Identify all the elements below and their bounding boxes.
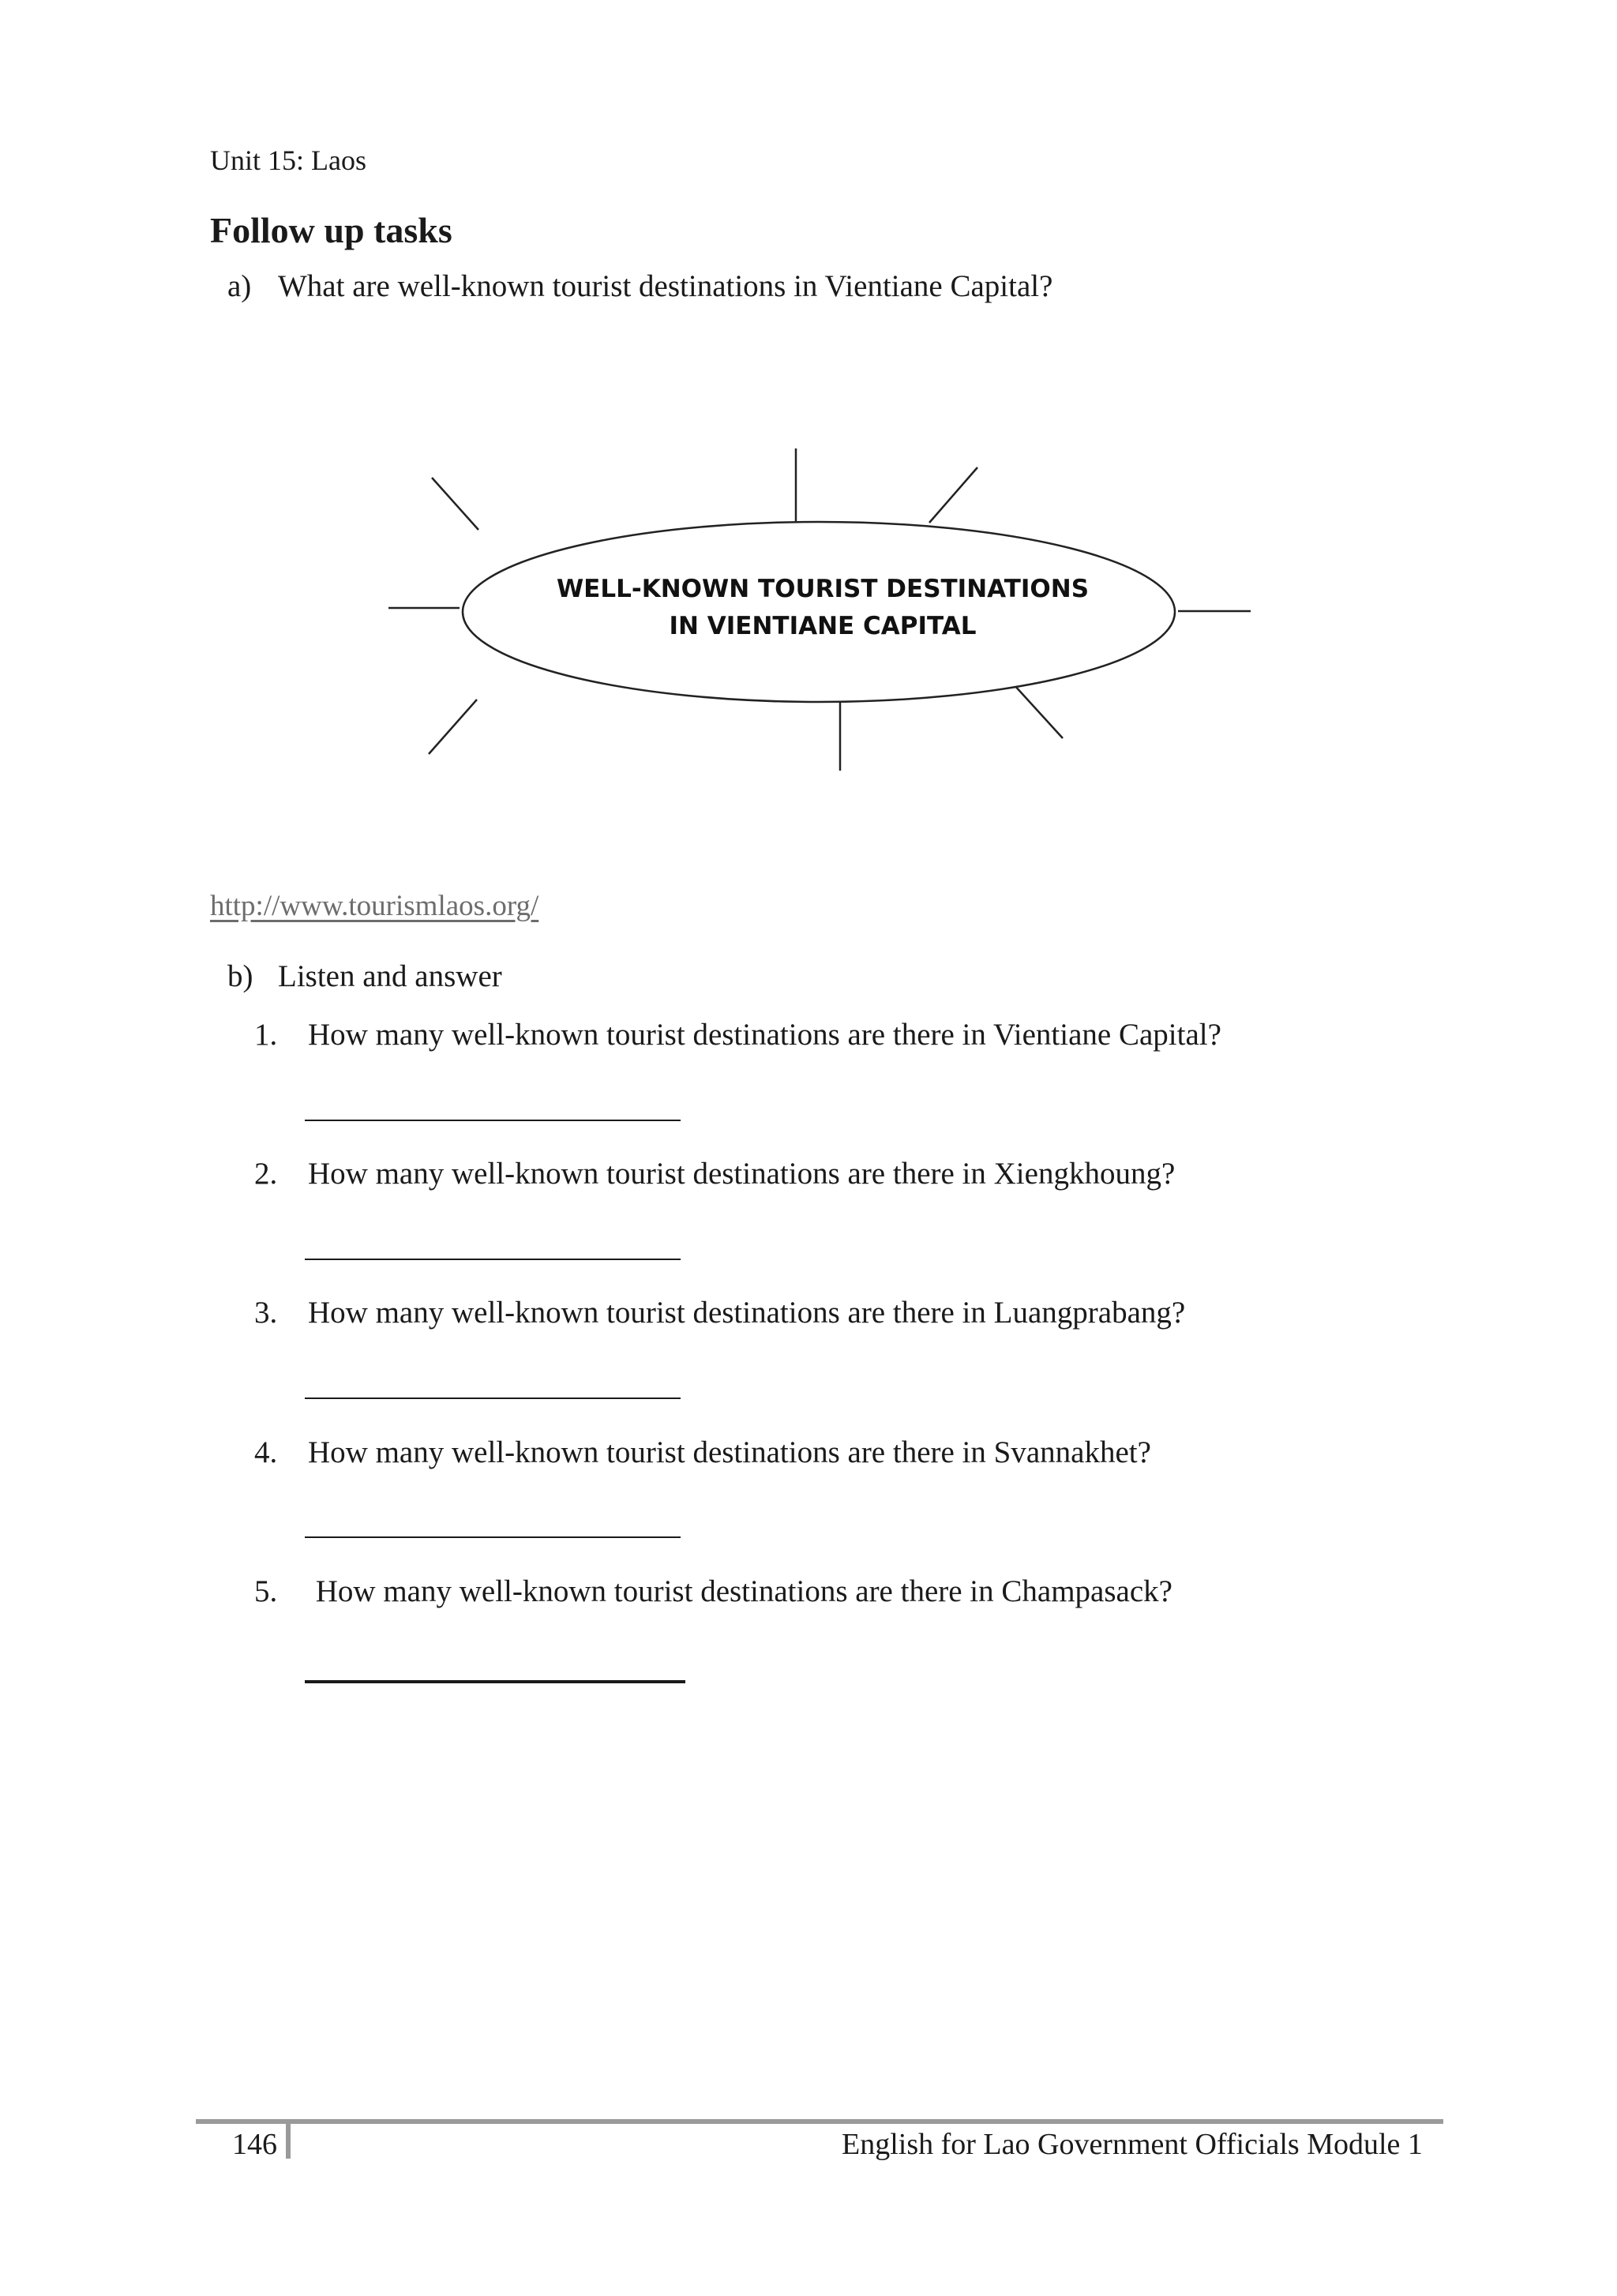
answer-line[interactable] [305,1536,681,1538]
mind-map-diagram [379,442,1263,790]
question-item [254,1156,1175,1191]
question-item [254,1574,1172,1609]
footer-rule-tick [286,2119,291,2159]
answer-line[interactable] [305,1120,681,1121]
question-text: How many well-known tourist destinations are there in Champasack? [308,1574,1172,1608]
task-b-prompt [227,959,502,994]
task-b-text: Listen and answer [278,959,502,993]
footer-rule [196,2119,1443,2124]
question-text: How many well-known tourist destinations are there in Svannakhet? [308,1435,1151,1469]
spoke-line [432,478,478,530]
section-title: Follow up tasks [210,210,452,250]
task-a-prompt [227,268,1052,304]
question-number: 2. [254,1157,278,1191]
page-number: 146 [232,2128,277,2161]
footer-book-title: English for Lao Government Officials Module 1 [842,2128,1423,2161]
question-number: 5. [254,1574,278,1608]
spoke-line [429,700,477,754]
question-text: How many well-known tourist destinations are there in Luangprabang? [308,1296,1186,1330]
question-number: 4. [254,1435,278,1469]
question-item [254,1295,1185,1330]
source-link[interactable]: http://www.tourismlaos.org/ [210,890,539,922]
spoke-line [929,467,977,523]
question-text: How many well-known tourist destinations are there in Xiengkhoung? [308,1157,1176,1191]
task-a-text: What are well-known tourist destinations in Vientiane Capital? [278,269,1053,303]
question-number: 1. [254,1018,278,1052]
center-label-line-1: WELL-KNOWN TOURIST DESTINATIONS [556,575,1090,603]
task-b-letter: b) [227,959,253,993]
answer-line[interactable] [305,1259,681,1260]
question-item [254,1435,1151,1470]
question-number: 3. [254,1296,278,1330]
question-text: How many well-known tourist destinations are there in Vientiane Capital? [308,1018,1221,1052]
running-head: Unit 15: Laos [210,144,366,176]
question-item [254,1017,1221,1052]
task-a-letter: a) [227,269,252,303]
answer-line[interactable] [305,1680,685,1683]
answer-line[interactable] [305,1397,681,1399]
spoke-line [1014,685,1063,738]
center-label-line-2: IN VIENTIANE CAPITAL [669,612,977,640]
